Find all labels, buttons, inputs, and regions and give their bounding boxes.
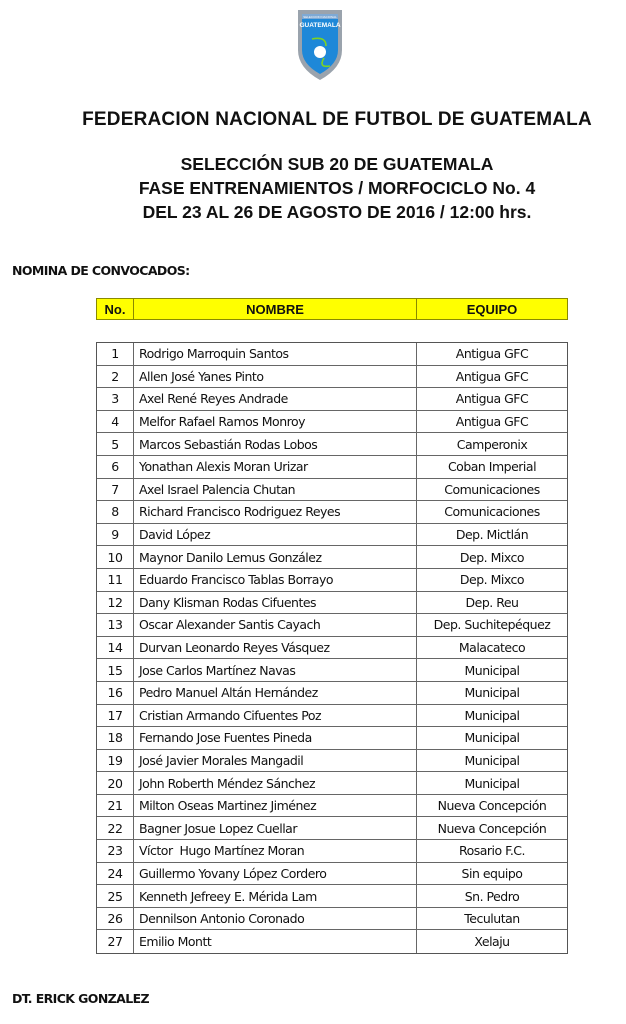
- cell-no: 26: [97, 908, 134, 930]
- cell-name: Durvan Leonardo Reyes Vásquez: [134, 637, 417, 659]
- cell-name: Emilio Montt: [134, 930, 417, 953]
- table-row: [97, 727, 567, 750]
- cell-team: Antigua GFC: [455, 414, 529, 430]
- cell-team: Municipal: [464, 707, 520, 723]
- section-title: NOMINA DE CONVOCADOS:: [12, 263, 190, 278]
- column-header-name: NOMBRE: [134, 299, 417, 319]
- cell-team: Coban Imperial: [447, 459, 537, 475]
- table-row: [97, 705, 567, 728]
- table-row: [97, 411, 567, 434]
- cell-team: Antigua GFC: [455, 368, 529, 384]
- table-row: [97, 840, 567, 863]
- cell-team: Dep. Reu: [465, 594, 519, 610]
- table-header: [96, 298, 568, 320]
- cell-no: 9: [97, 524, 134, 546]
- cell-team: Municipal: [464, 752, 520, 768]
- cell-name: David López: [134, 524, 417, 546]
- table-row: [97, 524, 567, 547]
- cell-team: Camperonix: [456, 436, 528, 452]
- column-header-no: No.: [97, 299, 134, 319]
- cell-team: Sn. Pedro: [464, 888, 520, 904]
- table-row: [97, 343, 567, 366]
- cell-no: 12: [97, 592, 134, 614]
- cell-name: Dany Klisman Rodas Cifuentes: [134, 592, 417, 614]
- cell-no: 7: [97, 479, 134, 501]
- cell-name: Rodrigo Marroquin Santos: [134, 343, 417, 365]
- cell-name: Guillermo Yovany López Cordero: [134, 863, 417, 885]
- cell-name: Bagner Josue Lopez Cuellar: [134, 817, 417, 839]
- selection-title: SELECCIÓN SUB 20 DE GUATEMALA: [180, 154, 494, 174]
- cell-no: 22: [97, 817, 134, 839]
- table-row: [97, 930, 567, 953]
- cell-no: 4: [97, 411, 134, 433]
- cell-no: 19: [97, 750, 134, 772]
- cell-team: Comunicaciones: [444, 504, 540, 520]
- cell-no: 16: [97, 682, 134, 704]
- table-row: [97, 885, 567, 908]
- cell-no: 14: [97, 637, 134, 659]
- cell-no: 18: [97, 727, 134, 749]
- cell-name: Marcos Sebastián Rodas Lobos: [134, 433, 417, 455]
- cell-team: Dep. Mictlán: [455, 527, 529, 543]
- cell-team: Municipal: [464, 730, 520, 746]
- cell-no: 17: [97, 705, 134, 727]
- cell-team: Xelaju: [474, 934, 510, 950]
- cell-no: 10: [97, 546, 134, 568]
- table-row: [97, 772, 567, 795]
- cell-team: Nueva Concepción: [437, 820, 547, 836]
- table-row: [97, 863, 567, 886]
- cell-no: 23: [97, 840, 134, 862]
- table-row: [97, 433, 567, 456]
- cell-name: Kenneth Jefreey E. Mérida Lam: [134, 885, 417, 907]
- cell-name: Dennilson Antonio Coronado: [134, 908, 417, 930]
- federation-shield-logo: [296, 6, 344, 82]
- cell-no: 3: [97, 388, 134, 410]
- table-row: [97, 388, 567, 411]
- cell-name: Allen José Yanes Pinto: [134, 366, 417, 388]
- cell-no: 27: [97, 930, 134, 953]
- federation-title: FEDERACION NACIONAL DE FUTBOL DE GUATEMALA: [82, 109, 592, 130]
- cell-name: Richard Francisco Rodriguez Reyes: [134, 501, 417, 523]
- cell-team: Teculutan: [464, 911, 520, 927]
- cell-team: Nueva Concepción: [437, 798, 547, 814]
- table-row: [97, 546, 567, 569]
- cell-name: Fernando Jose Fuentes Pineda: [134, 727, 417, 749]
- cell-team: Dep. Mixco: [459, 572, 525, 588]
- cell-no: 1: [97, 343, 134, 365]
- cell-no: 2: [97, 366, 134, 388]
- cell-team: Municipal: [464, 662, 520, 678]
- cell-no: 5: [97, 433, 134, 455]
- cell-no: 15: [97, 659, 134, 681]
- table-row: [97, 682, 567, 705]
- cell-team: Malacateco: [458, 640, 526, 656]
- cell-name: Milton Oseas Martinez Jiménez: [134, 795, 417, 817]
- date-title: DEL 23 AL 26 DE AGOSTO DE 2016 / 12:00 hrs.: [142, 202, 532, 222]
- table-row: [97, 501, 567, 524]
- cell-no: 20: [97, 772, 134, 794]
- cell-name: Maynor Danilo Lemus González: [134, 546, 417, 568]
- cell-no: 8: [97, 501, 134, 523]
- cell-team: Municipal: [464, 685, 520, 701]
- table-row: [97, 479, 567, 502]
- coach-signature: DT. ERICK GONZALEZ: [12, 991, 149, 1006]
- cell-name: Yonathan Alexis Moran Urizar: [134, 456, 417, 478]
- cell-team: Dep. Mixco: [459, 549, 525, 565]
- column-header-team: EQUIPO: [466, 301, 518, 317]
- roster-table: [96, 342, 568, 954]
- cell-name: Melfor Rafael Ramos Monroy: [134, 411, 417, 433]
- cell-name: Víctor Hugo Martínez Moran: [134, 840, 417, 862]
- cell-name: José Javier Morales Mangadil: [134, 750, 417, 772]
- cell-team: Municipal: [464, 775, 520, 791]
- cell-no: 25: [97, 885, 134, 907]
- cell-team: Antigua GFC: [455, 346, 529, 362]
- table-row: [97, 637, 567, 660]
- cell-name: Axel René Reyes Andrade: [134, 388, 417, 410]
- cell-name: Cristian Armando Cifuentes Poz: [134, 705, 417, 727]
- cell-team: Rosario F.C.: [458, 843, 526, 859]
- cell-team: Antigua GFC: [455, 391, 529, 407]
- table-row: [97, 456, 567, 479]
- cell-no: 11: [97, 569, 134, 591]
- cell-name: Pedro Manuel Altán Hernández: [134, 682, 417, 704]
- cell-no: 6: [97, 456, 134, 478]
- cell-name: Jose Carlos Martínez Navas: [134, 659, 417, 681]
- cell-name: Axel Israel Palencia Chutan: [134, 479, 417, 501]
- table-row: [97, 659, 567, 682]
- cell-no: 21: [97, 795, 134, 817]
- table-row: [97, 795, 567, 818]
- cell-no: 24: [97, 863, 134, 885]
- table-row: [97, 908, 567, 931]
- table-row: [97, 817, 567, 840]
- logo-name: GUATEMALA: [299, 22, 341, 29]
- cell-team: Dep. Suchitepéquez: [433, 617, 551, 633]
- cell-name: Eduardo Francisco Tablas Borrayo: [134, 569, 417, 591]
- cell-name: Oscar Alexander Santis Cayach: [134, 614, 417, 636]
- cell-team: Comunicaciones: [444, 481, 540, 497]
- cell-team: Sin equipo: [461, 865, 523, 881]
- phase-title: FASE ENTRENAMIENTOS / MORFOCICLO No. 4: [138, 178, 536, 198]
- table-row: [97, 614, 567, 637]
- table-row: [97, 750, 567, 773]
- cell-no: 13: [97, 614, 134, 636]
- table-row: [97, 569, 567, 592]
- logo-top-text: SELECCION NACIONAL: [303, 15, 337, 19]
- cell-name: John Roberth Méndez Sánchez: [134, 772, 417, 794]
- table-row: [97, 366, 567, 389]
- table-row: [97, 592, 567, 615]
